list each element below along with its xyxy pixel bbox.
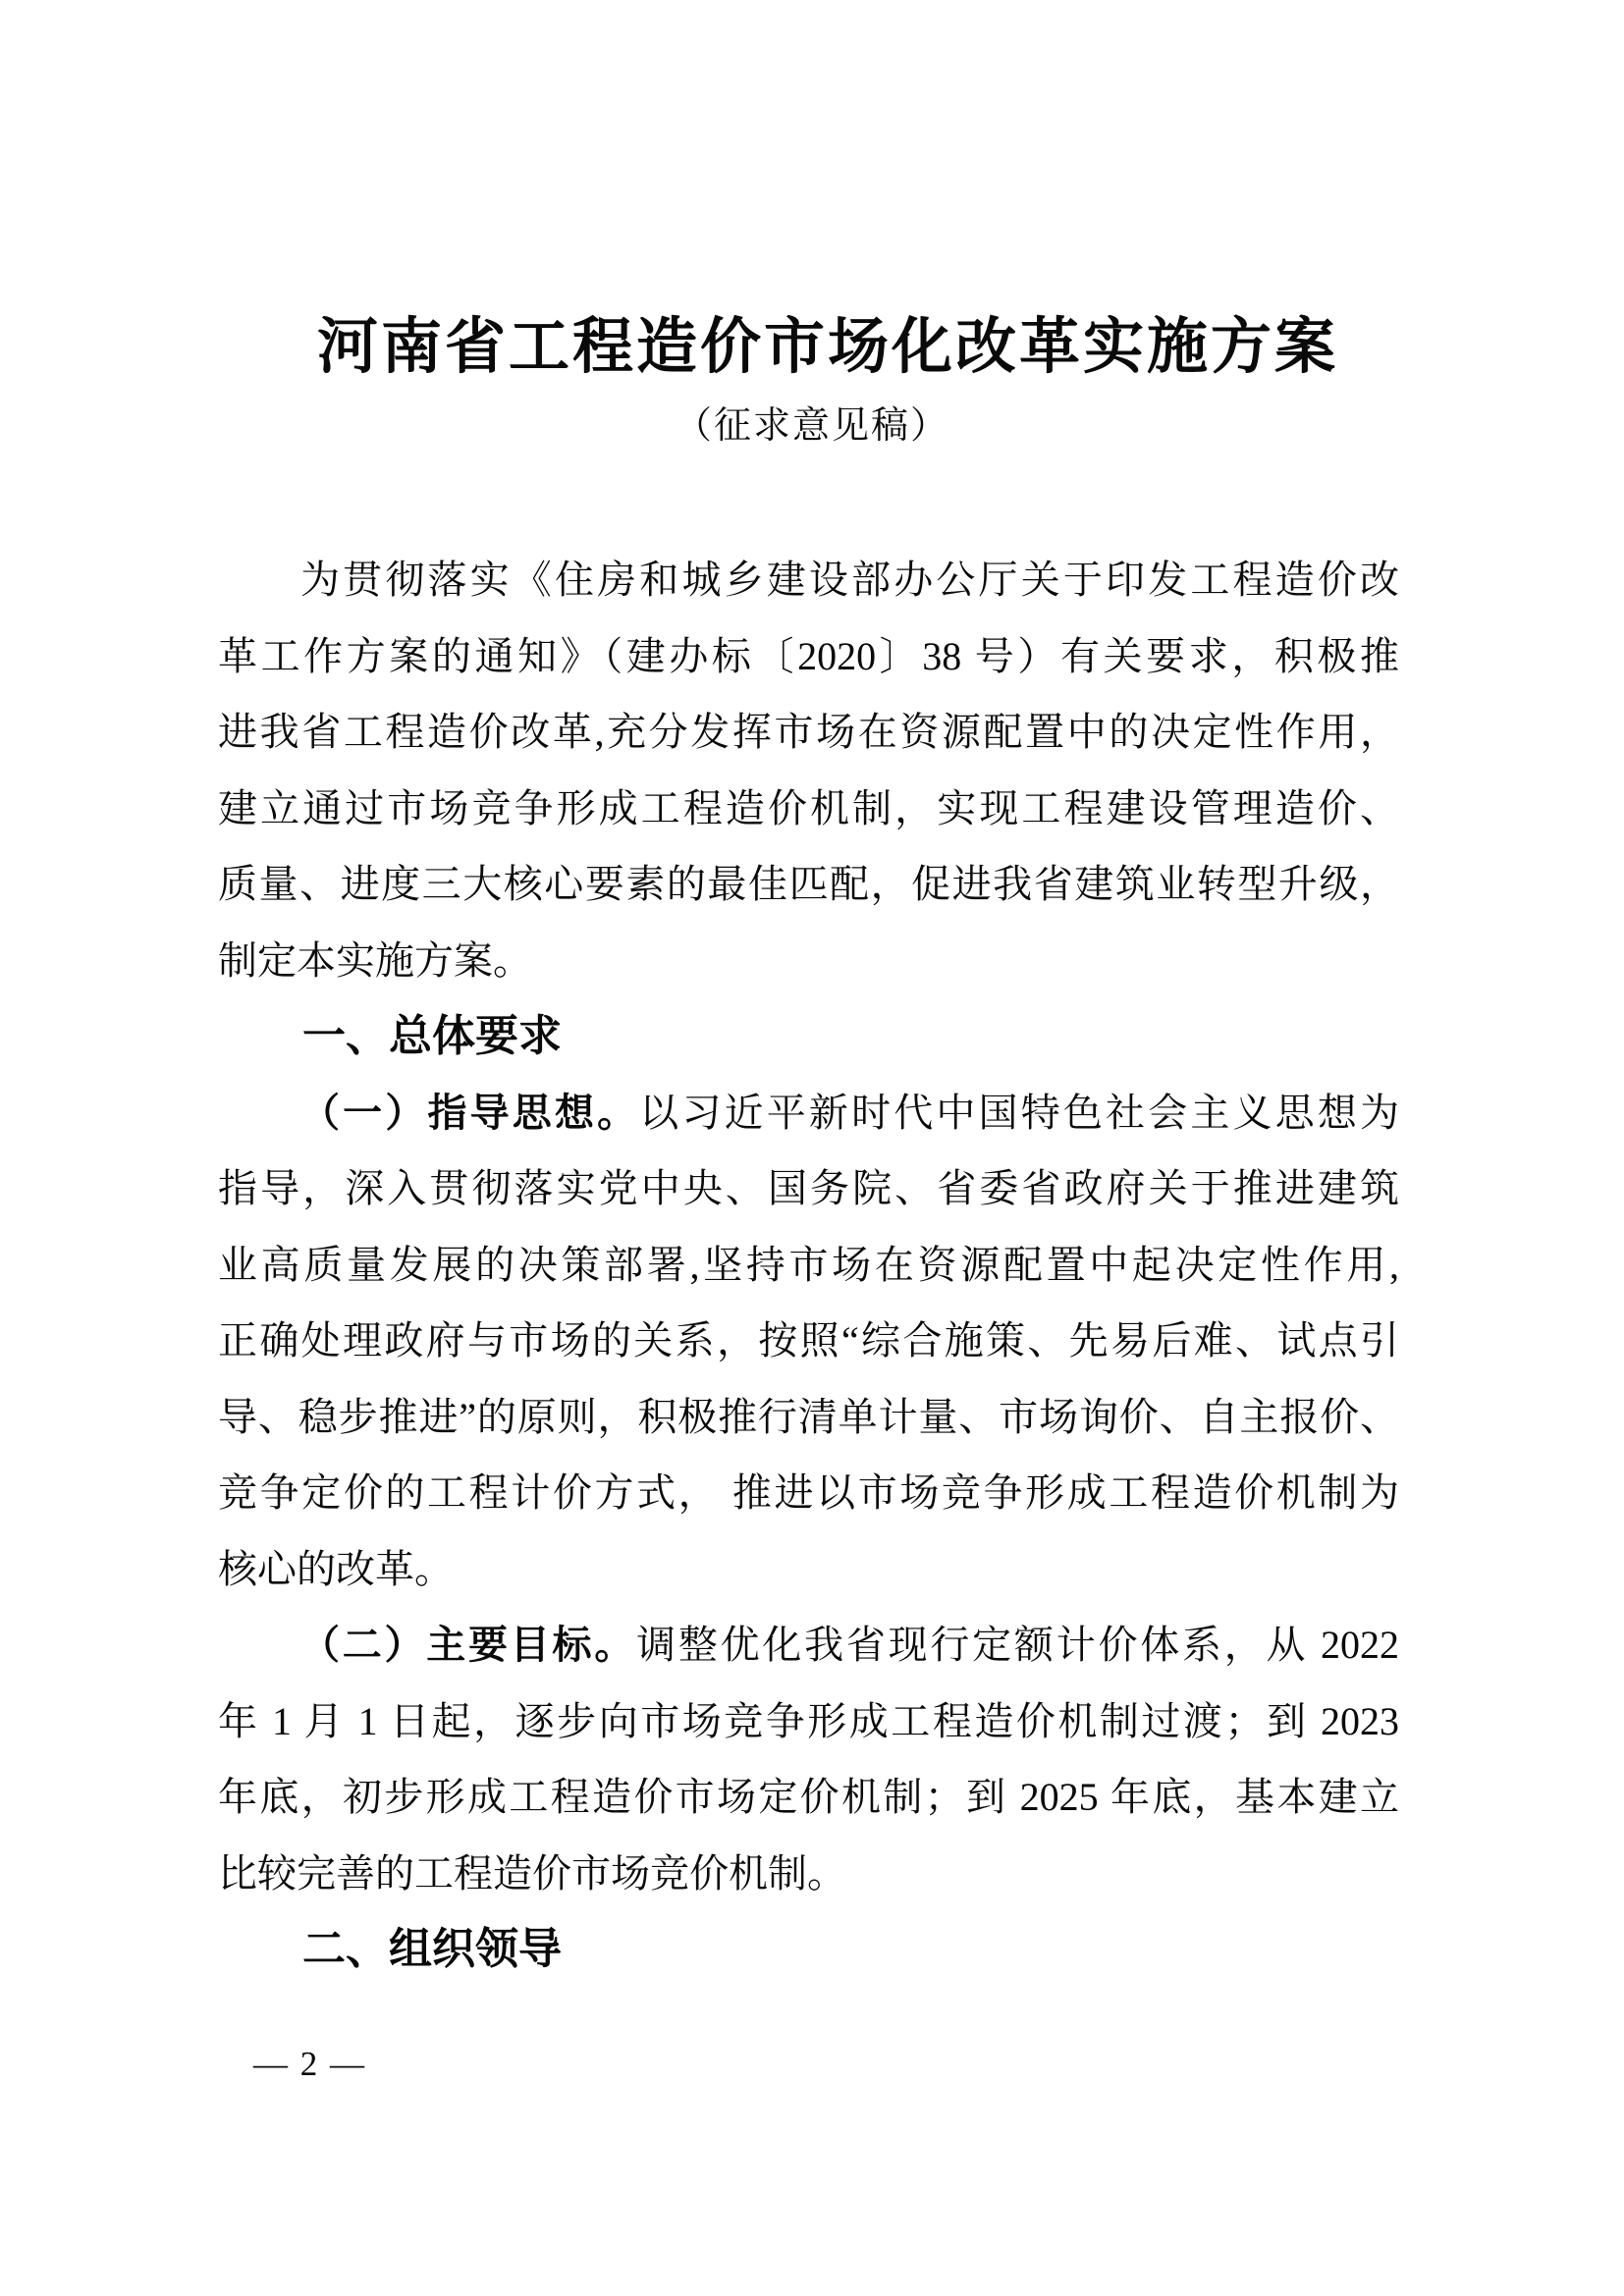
body-line-text: 导、稳步推进”的原则，积极推行清单计量、市场询价、自主报价、: [218, 1394, 1399, 1439]
body-line-text: 为贯彻落实《住房和城乡建设部办公厅关于印发工程造价改: [300, 558, 1399, 602]
body-line-text: 调整优化我省现行定额计价体系，从 2022: [636, 1623, 1400, 1667]
section-heading-2: [218, 1911, 1399, 1988]
body-line-text: 业高质量发展的决策部署,坚持市场在资源配置中起决定性作用,: [218, 1242, 1399, 1287]
document-title: 河南省工程造价市场化改革实施方案: [316, 314, 1338, 381]
body-line: [218, 1836, 1399, 1912]
body-line-text: 比较完善的工程造价市场竞价机制。: [218, 1850, 846, 1896]
body-line: [218, 1379, 1399, 1456]
body-line: [218, 771, 1399, 847]
body-line: [218, 1303, 1399, 1379]
body-line: [218, 1227, 1399, 1304]
body-line-text: 以习近平新时代中国特色社会主义思想为: [639, 1090, 1400, 1135]
body-line: [218, 1607, 1399, 1683]
body-line: [218, 1759, 1399, 1836]
body-line: [218, 694, 1399, 771]
body-line: [218, 618, 1399, 695]
body-line: [218, 923, 1399, 999]
section-heading-1: [218, 998, 1399, 1075]
body-line-text: 质量、进度三大核心要素的最佳匹配，促进我省建筑业转型升级，: [218, 862, 1399, 906]
page-number: — 2 —: [253, 2045, 366, 2083]
body-line: [218, 1683, 1399, 1760]
item-label: （二）主要目标。: [300, 1623, 637, 1667]
body-line-text: 核心的改革。: [218, 1546, 454, 1591]
item-label: （一）指导思想。: [300, 1090, 640, 1135]
body-line: [218, 1150, 1399, 1227]
body-line-text: 年 1 月 1 日起，逐步向市场竞争形成工程造价机制过渡；到 2023: [218, 1698, 1399, 1743]
body-line: [218, 542, 1399, 618]
body-line-text: 竞争定价的工程计价方式， 推进以市场竞争形成工程造价机制为: [218, 1470, 1399, 1515]
document-subtitle: （征求意见稿）: [674, 405, 949, 447]
section-heading-text: 二、组织领导: [302, 1925, 562, 1973]
body-line-text: 制定本实施方案。: [218, 937, 532, 983]
body-line-text: 指导，深入贯彻落实党中央、国务院、省委省政府关于推进建筑: [218, 1166, 1399, 1210]
body-line: [218, 1075, 1399, 1151]
body-line: [218, 1531, 1399, 1608]
body-line-text: 建立通过市场竞争形成工程造价机制，实现工程建设管理造价、: [218, 785, 1399, 830]
body-line-text: 正确处理政府与市场的关系，按照“综合施策、先易后难、试点引: [218, 1318, 1399, 1362]
body-line-text: 革工作方案的通知》（建办标〔2020〕38 号）有关要求，积极推: [218, 633, 1399, 678]
body-line: [218, 1455, 1399, 1531]
body-line-text: 年底，初步形成工程造价市场定价机制；到 2025 年底，基本建立: [218, 1775, 1399, 1819]
section-heading-text: 一、总体要求: [302, 1012, 562, 1060]
document-body: [218, 542, 1399, 1988]
body-line-text: 进我省工程造价改革,充分发挥市场在资源配置中的决定性作用，: [218, 710, 1399, 754]
body-line: [218, 846, 1399, 923]
